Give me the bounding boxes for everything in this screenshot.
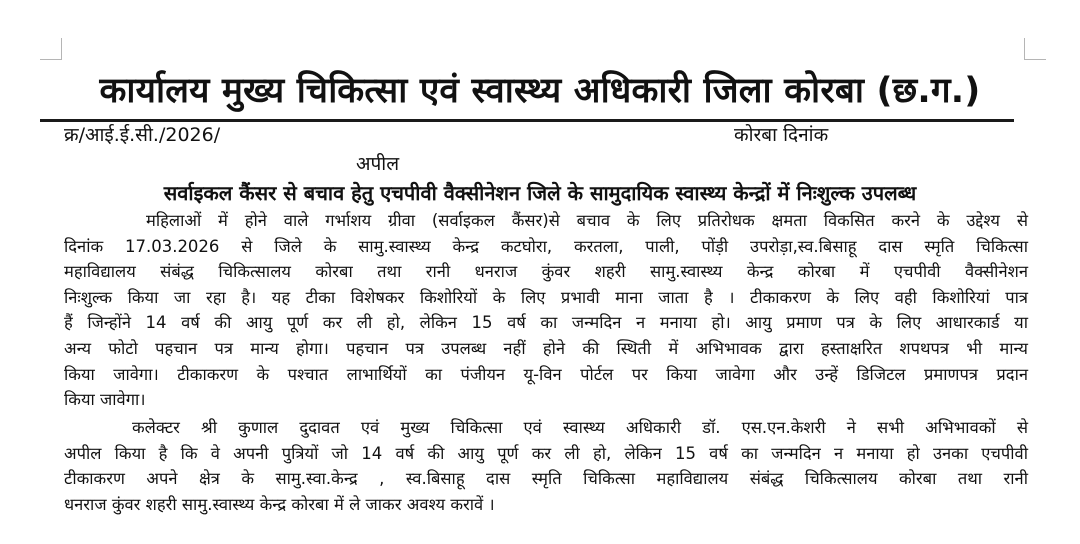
paragraph-line: टीकाकरण अपने क्षेत्र के सामु.स्वा.केन्द्र , स्व.बिसाहू दास स्मृति चिकित्सा महाविद्यालय संबंद्ध चिकित्सालय कोरबा तथा रानी (64, 469, 1028, 489)
crop-mark-top-right (1024, 38, 1025, 60)
paragraph-line: महिलाओं में होने वाले गर्भाशय ग्रीवा (सर्वाइकल कैंसर)से बचाव के लिए प्रतिरोधक क्षमता विकसित करने के उद्देश्य से (146, 211, 1028, 230)
paragraph-line: दिनांक 17.03.2026 से जिले के सामु.स्वास्थ्य केन्द्र कटघोरा, करतला, पाली, पोंड़ी उपरोड़ा,स्व.बिसाहू दास स्मृति चिकित्सा (64, 236, 1028, 256)
body-paragraph-1 (64, 208, 1028, 413)
appeal-heading: अपील (356, 153, 400, 175)
paragraph-line: कलेक्टर श्री कुणाल दुदावत एवं मुख्य चिकित्सा एवं स्वास्थ्य अधिकारी डॉ. एस.एन.केशरी ने सभी अभिभावकों से (132, 418, 1028, 437)
body-paragraph-2 (64, 415, 1028, 517)
date-label: कोरबा दिनांक (734, 124, 829, 146)
office-title: कार्यालय मुख्य चिकित्सा एवं स्वास्थ्य अधिकारी जिला कोरबा (छ.ग.) (99, 71, 981, 111)
paragraph-line: किया जावेगा। टीकाकरण के पश्चात लाभार्थियों का पंजीयन यू-विन पोर्टल पर किया जावेगा और उन्हें डिजिटल प्रमाणपत्र प्रदान (64, 364, 1028, 384)
paragraph-line: धनराज कुंवर शहरी सामु.स्वास्थ्य केन्द्र कोरबा में ले जाकर अवश्य करावें । (64, 494, 495, 514)
crop-mark-top-left (40, 59, 62, 60)
paragraph-line: महाविद्यालय संबंद्ध चिकित्सालय कोरबा तथा रानी धनराज कुंवर शहरी सामु.स्वास्थ्य केन्द्र कोरबा में एचपीवी वैक्सीनेशन (64, 262, 1028, 282)
subject-line: सर्वाइकल कैंसर से बचाव हेतु एचपीवी वैक्सीनेशन जिले के सामुदायिक स्वास्थ्य केन्द्रों में निःशुल्क उपलब्ध (163, 181, 917, 205)
crop-mark-top-right (1024, 59, 1046, 60)
paragraph-line: किया जावेगा। (64, 390, 146, 410)
paragraph-line: निःशुल्क किया जा रहा है। यह टीका विशेषकर किशोरियों के लिए प्रभावी माना जाता है । टीकाकरण के लिए वही किशोरियां पात्र (64, 287, 1028, 307)
crop-mark-top-left (61, 38, 62, 60)
reference-number: क्र/आई.ई.सी./2026/ (64, 124, 221, 146)
paragraph-line: हैं जिन्होंने 14 वर्ष की आयु पूर्ण कर ली हो, लेकिन 15 वर्ष का जन्मदिन न मनाया हो। आयु प्रमाण पत्र के लिए आधारकार्ड या (64, 313, 1028, 333)
paragraph-line: अन्य फोटो पहचान पत्र मान्य होगा। पहचान पत्र उपलब्ध नहीं होने की स्थिती में अभिभावक द्वारा हस्ताक्षरित शपथपत्र भी मान्य (64, 338, 1028, 358)
paragraph-line: अपील किया है कि वे अपनी पुत्रियों जो 14 वर्ष की आयु पूर्ण कर ली हो, लेकिन 15 वर्ष का जन्मदिन न मनाया हो उनका एचपीवी (64, 443, 1028, 463)
